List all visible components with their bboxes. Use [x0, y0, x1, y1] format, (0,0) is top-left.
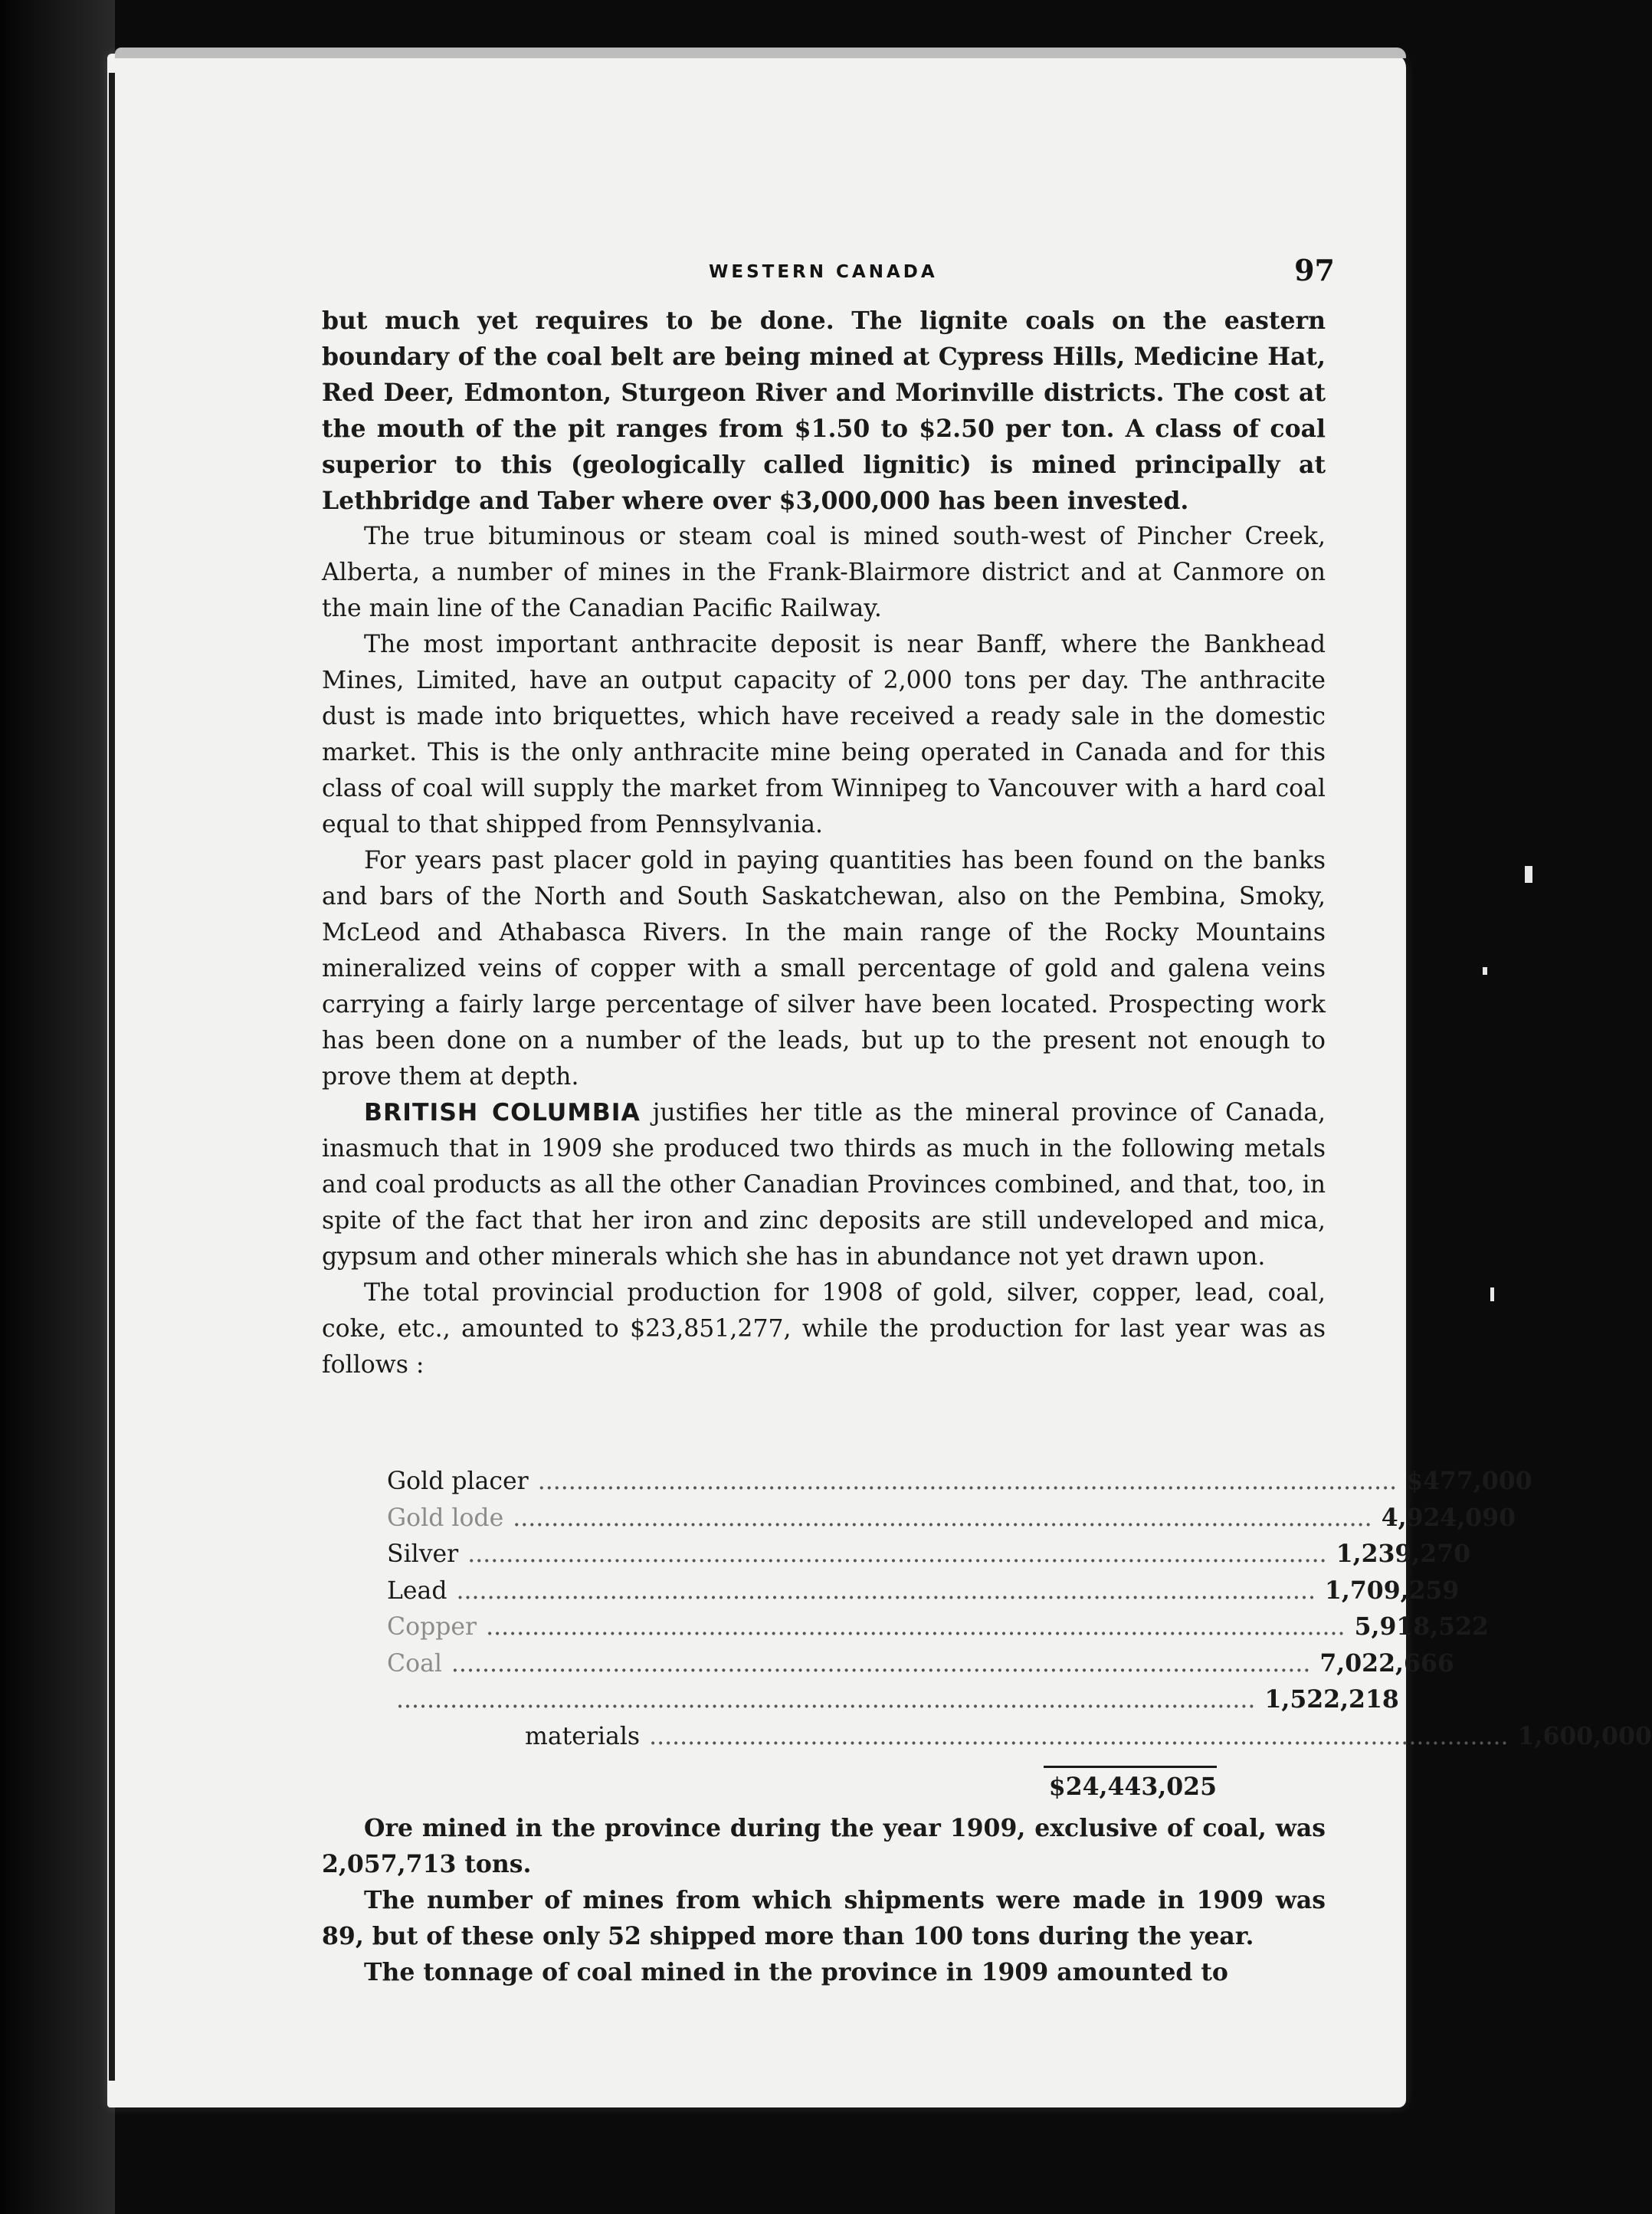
- table-row: [387, 1540, 1471, 1576]
- table-row: [387, 1467, 1532, 1504]
- leader-dots: ................................................................................................................: [451, 1649, 1311, 1678]
- leader-dots: ................................................................................................................: [456, 1576, 1316, 1605]
- row-value: 4,924,090: [1381, 1503, 1516, 1532]
- scan-shadow-left: [0, 0, 115, 2214]
- body-text: [322, 303, 1326, 1383]
- row-value: 7,022,666: [1319, 1648, 1454, 1678]
- table-row: [387, 1685, 1399, 1722]
- scan-speck: [1490, 1287, 1494, 1301]
- closing-text: [322, 1810, 1326, 1990]
- scan-speck: [1525, 866, 1532, 883]
- row-label: Gold lode: [387, 1504, 504, 1532]
- row-value: 5,918,522: [1354, 1612, 1489, 1641]
- paragraph-mines-count: The number of mines from which shipments were made in 1909 was 89, but of these only 52 shipped more than 100 tons during the year.: [322, 1886, 1326, 1950]
- table-row: [387, 1576, 1460, 1613]
- production-table: [387, 1467, 1652, 1758]
- row-label: Lead: [387, 1576, 447, 1605]
- row-value: 1,239,270: [1336, 1540, 1471, 1568]
- row-label: materials: [525, 1722, 641, 1750]
- section-heading-british-columbia: BRITISH COLUMBIA: [364, 1099, 641, 1127]
- row-label: Copper: [387, 1613, 477, 1641]
- total-rule: [1044, 1766, 1217, 1768]
- row-label: Coal: [387, 1649, 442, 1678]
- running-head: WESTERN CANADA: [709, 262, 938, 282]
- paragraph-bituminous: The true bituminous or steam coal is mined south-west of Pincher Creek, Alberta, a number of mines in the Frank-Blairmore district and at Canmore on the main line of the Canadian Pacific Railway.: [322, 523, 1326, 622]
- page-header: [322, 254, 1356, 300]
- leader-dots: ................................................................................................................: [486, 1613, 1346, 1641]
- row-value: 1,522,218: [1264, 1685, 1399, 1714]
- row-value: 477,000: [1423, 1467, 1532, 1495]
- table-row: [387, 1648, 1454, 1686]
- row-label: Gold placer: [387, 1468, 529, 1495]
- paragraph-anthracite: The most important anthracite deposit is near Banff, where the Bankhead Mines, Limited, have an output capacity of 2,000 tons per day. The anthracite dust is made into briquettes, which have received a ready sale in the domestic market. This is the only anthracite mine being operated in Canada and for this class of coal will supply the market from Winnipeg to Vancouver with a hard coal equal to that shipped from Pennsylvania.: [322, 631, 1326, 838]
- leader-dots: ................................................................................................................: [396, 1686, 1256, 1714]
- page-top-edge: [115, 48, 1406, 58]
- table-row: [387, 1612, 1489, 1649]
- scan-speck: [1483, 967, 1487, 975]
- paragraph-coal-tonnage: The tonnage of coal mined in the province in 1909 amounted to: [364, 1958, 1228, 1986]
- leader-dots: ................................................................................................................: [467, 1540, 1327, 1568]
- row-value: 1,709,259: [1324, 1576, 1460, 1605]
- binding-gutter-line: [109, 73, 115, 2081]
- table-row: [387, 1721, 1652, 1759]
- dollar-sign: $: [1406, 1467, 1424, 1495]
- paragraph-british-columbia: [322, 1095, 1326, 1275]
- table-row: [387, 1503, 1516, 1540]
- row-label: Silver: [387, 1540, 459, 1568]
- paragraph-lignite: but much yet requires to be done. The lignite coals on the eastern boundary of the coal belt are being mined at Cypress Hills, Medicine Hat, Red Deer, Edmonton, Sturgeon River and Morinville districts. The cost at the mouth of the pit ranges from $1.50 to $2.50 per ton. A class of coal superior to this (geologically called lignitic) is mined principally at Lethbridge and Taber where over $3,000,000 has been invested.: [322, 307, 1326, 515]
- paragraph-production-intro: The total provincial production for 1908 of gold, silver, copper, lead, coal, coke, etc., amounted to $23,851,277, while the production for last year was as follows :: [322, 1279, 1326, 1379]
- paragraph-british-columbia-text: justifies her title as the mineral province of Canada, inasmuch that in 1909 she produced two thirds as much in the following metals and coal products as all the other Canadian Provinces combined, and that, too, in spite of the fact that her iron and zinc deposits are still undeveloped and mica, gypsum and other minerals which she has in abundance not yet drawn upon.: [322, 1099, 1326, 1271]
- leader-dots: ................................................................................................................: [513, 1504, 1372, 1532]
- paragraph-ore-mined: Ore mined in the province during the year 1909, exclusive of coal, was 2,057,713 tons.: [322, 1814, 1326, 1878]
- page-number: 97: [1294, 253, 1335, 287]
- leader-dots: ................................................................................................................: [649, 1722, 1509, 1750]
- leader-dots: ................................................................................................................: [537, 1468, 1398, 1495]
- paragraph-placer-gold: For years past placer gold in paying quantities has been found on the banks and bars of the North and South Saskatchewan, also on the Pembina, Smoky, McLeod and Athabasca Rivers. In the main range of the Rocky Mountains mineralized veins of copper with a small percentage of gold and galena veins carrying a fairly large percentage of silver have been located. Prospecting work has been done on a number of the leads, but up to the present not enough to prove them at depth.: [322, 847, 1326, 1091]
- production-total: $24,443,025: [1048, 1773, 1217, 1801]
- row-value: 1,600,000: [1517, 1721, 1652, 1750]
